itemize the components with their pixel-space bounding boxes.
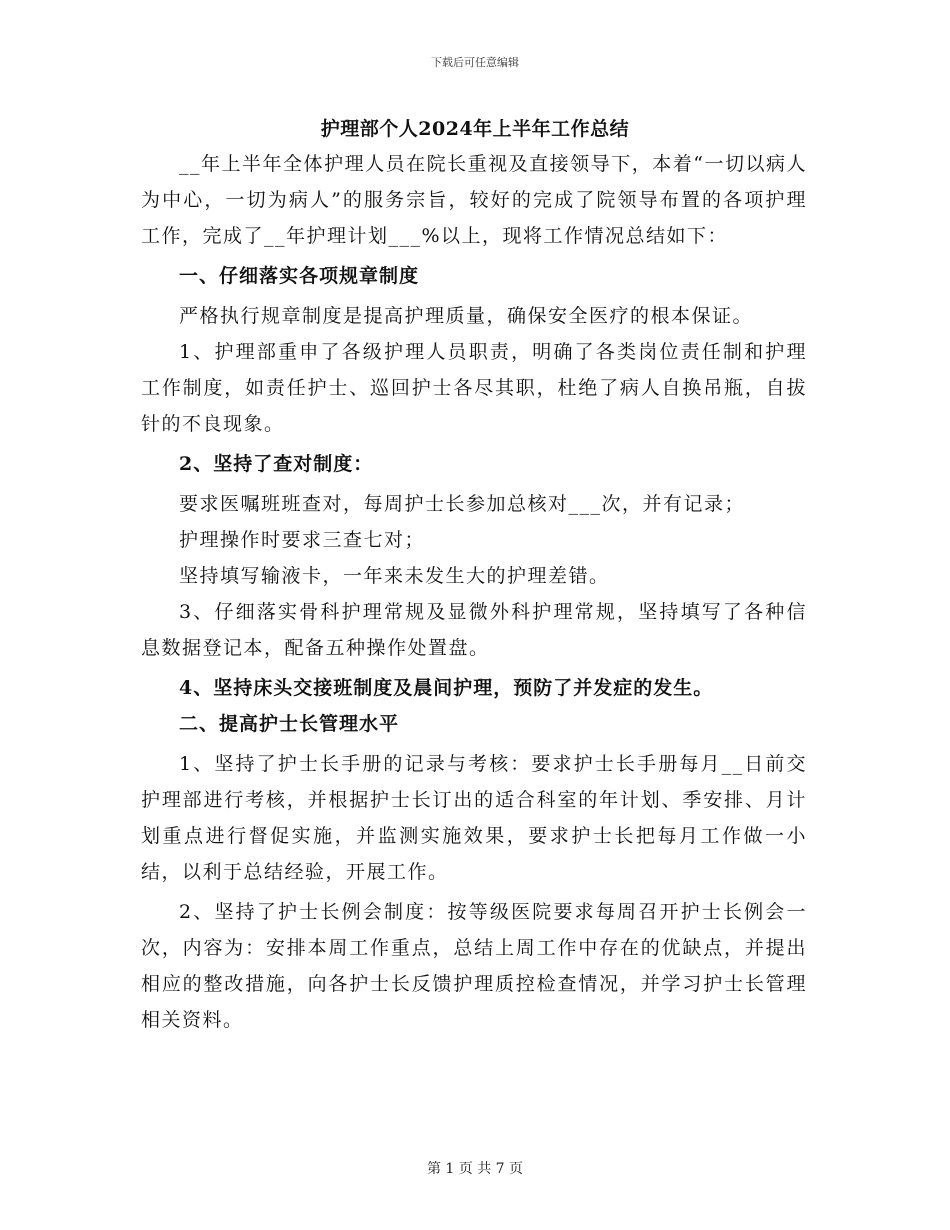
paragraph: 严格执行规章制度是提高护理质量，确保安全医疗的根本保证。	[179, 305, 754, 327]
paragraph: 1、护理部重申了各级护理人员职责，明确了各类岗位责任制和护理工作制度，如责任护士、巡回护士各尽其职，杜绝了病人自换吊瓶，自拔针的不良现象。	[141, 341, 807, 435]
section-heading-2: 二、提高护士长管理水平	[179, 713, 400, 735]
paragraph: 护理操作时要求三查七对；	[179, 529, 426, 551]
intro-paragraph: __年上半年全体护理人员在院长重视及直接领导下，本着“一切以病人为中心，一切为病人”的服务宗旨，较好的完成了院领导布置的各项护理工作，完成了__年护理计划___%以上，现将工作情况总结如下：	[141, 153, 807, 247]
paragraph: 2、坚持了护士长例会制度：按等级医院要求每周召开护士长例会一次，内容为：安排本周工作重点，总结上周工作中存在的优缺点，并提出相应的整改措施，向各护士长反馈护理质控检查情况，并学习护士长管理相关资料。	[141, 901, 807, 1031]
section-heading-1: 一、仔细落实各项规章制度	[179, 265, 420, 287]
paragraph: 坚持填写输液卡，一年来未发生大的护理差错。	[179, 565, 610, 587]
subsection-heading: 2、坚持了查对制度：	[179, 453, 374, 475]
paragraph: 要求医嘱班班查对，每周护士长参加总核对___次，并有记录；	[179, 493, 746, 515]
page-footer: 第 1 页 共 7 页	[426, 1161, 524, 1177]
paragraph: 3、仔细落实骨科护理常规及显微外科护理常规，坚持填写了各种信息数据登记本，配备五种操作处置盘。	[141, 601, 807, 659]
paragraph: 1、坚持了护士长手册的记录与考核：要求护士长手册每月__日前交护理部进行考核，并根据护士长订出的适合科室的年计划、季安排、月计划重点进行督促实施，并监测实施效果，要求护士长把每月工作做一小结，以利于总结经验，开展工作。	[141, 753, 807, 883]
document-title: 护理部个人2024年上半年工作总结	[320, 118, 630, 140]
subsection-heading: 4、坚持床头交接班制度及晨间护理，预防了并发症的发生。	[179, 677, 714, 699]
document-body	[141, 146, 807, 1038]
header-note: 下载后可任意编辑	[431, 56, 519, 69]
